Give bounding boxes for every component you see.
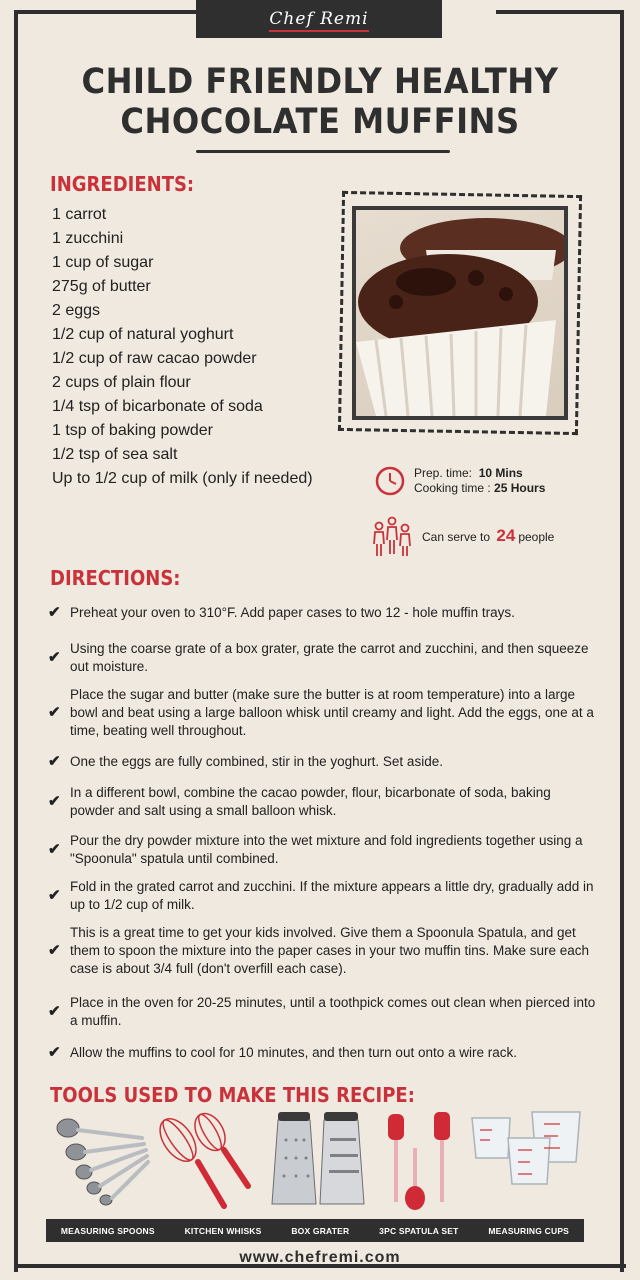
prep-value: 10 Mins <box>478 466 523 480</box>
cook-label: Cooking time : <box>414 481 491 495</box>
direction-step: ✔ One the eggs are fully combined, stir in the yoghurt. Set aside. <box>48 753 443 770</box>
tool-label: 3PC SPATULA SET <box>379 1225 459 1236</box>
tool-label: MEASURING CUPS <box>488 1225 570 1236</box>
recipe-title <box>26 62 615 142</box>
direction-step: ✔ Place the sugar and butter (make sure the butter is at room temperature) into a large bowl and beat using a large balloon whisk until creamy and light. Add the eggs, one at a time, beating well throughout. <box>48 687 594 738</box>
muffin-illustration <box>356 210 564 416</box>
ingredients-heading: INGREDIENTS: <box>50 172 195 196</box>
tools-heading: TOOLS USED TO MAKE THIS RECIPE: <box>50 1083 415 1107</box>
check-icon: ✔ <box>48 942 61 959</box>
servings-info <box>370 514 554 558</box>
ingredient-item: 1 tsp of baking powder <box>52 422 213 439</box>
check-icon: ✔ <box>48 793 61 810</box>
ingredient-item: 1/2 tsp of sea salt <box>52 446 178 463</box>
measuring-cups-image <box>470 1110 578 1210</box>
frame-right <box>620 10 624 1272</box>
ingredient-item: 1/2 cup of natural yoghurt <box>52 326 234 343</box>
check-icon: ✔ <box>48 841 61 858</box>
ingredient-item: Up to 1/2 cup of milk (only if needed) <box>52 470 313 487</box>
ingredient-item: 1 zucchini <box>52 230 124 247</box>
people-icon <box>370 514 414 558</box>
check-icon: ✔ <box>48 604 61 621</box>
serve-suffix: people <box>518 529 555 544</box>
ingredient-item: 1/4 tsp of bicarbonate of soda <box>52 398 263 415</box>
direction-step: ✔ In a different bowl, combine the cacao powder, flour, bicarbonate of soda, baking powder and salt using a small balloon whisk. <box>48 785 551 818</box>
frame-top-right <box>496 10 624 14</box>
footer-url[interactable]: www.chefremi.com <box>239 1249 401 1266</box>
measuring-spoons-image <box>50 1110 158 1210</box>
title-underline <box>196 150 450 153</box>
direction-step: ✔ Using the coarse grate of a box grater, grate the carrot and zucchini, and then squeeze out moisture. <box>48 641 589 674</box>
clock-icon <box>374 465 406 497</box>
prep-label: Prep. time: <box>414 466 473 480</box>
ingredient-item: 1 cup of sugar <box>52 254 154 271</box>
kitchen-whisks-image <box>158 1110 266 1210</box>
time-info <box>374 465 545 497</box>
ingredient-item: 275g of butter <box>52 278 151 295</box>
direction-step: ✔ Pour the dry powder mixture into the wet mixture and fold ingredients together using a "Spoonula" spatula until combined. <box>48 833 583 866</box>
ingredient-item: 1 carrot <box>52 206 107 223</box>
tool-label: KITCHEN WHISKS <box>184 1225 262 1236</box>
direction-step: ✔ Fold in the grated carrot and zucchini. If the mixture appears a little dry, gradually add in up to 1/2 cup of milk. <box>48 879 594 912</box>
directions-heading: DIRECTIONS: <box>50 566 181 590</box>
muffin-photo <box>352 206 568 420</box>
check-icon: ✔ <box>48 704 61 721</box>
check-icon: ✔ <box>48 649 61 666</box>
title-line-1: CHILD FRIENDLY HEALTHY <box>81 62 559 102</box>
check-icon: ✔ <box>48 887 61 904</box>
check-icon: ✔ <box>48 1044 61 1061</box>
tool-label: BOX GRATER <box>291 1225 350 1236</box>
ingredient-item: 2 eggs <box>52 302 101 319</box>
ingredients-list <box>52 203 352 491</box>
check-icon: ✔ <box>48 753 61 770</box>
check-icon: ✔ <box>48 1003 61 1020</box>
serve-count: 24 <box>496 525 516 545</box>
brand-logo: Chef Remi <box>196 0 442 38</box>
serve-prefix: Can serve to <box>422 529 491 544</box>
title-line-2: CHOCOLATE MUFFINS <box>120 102 520 142</box>
ingredient-item: 1/2 cup of raw cacao powder <box>52 350 257 367</box>
tools-images <box>50 1110 590 1210</box>
tools-label-bar <box>46 1219 584 1242</box>
tool-label: MEASURING SPOONS <box>60 1225 155 1236</box>
direction-step: ✔ Allow the muffins to cool for 10 minutes, and then turn out onto a wire rack. <box>48 1044 517 1061</box>
ingredient-item: 2 cups of plain flour <box>52 374 191 391</box>
box-grater-image <box>266 1110 374 1210</box>
direction-step: ✔ This is a great time to get your kids involved. Give them a Spoonula Spatula, and get them to spoon the mixture into the paper cases in your two muffin tins. Make sure each case is about 3/4 full (don't overfill each case). <box>48 925 590 976</box>
cook-value: 25 Hours <box>494 481 546 495</box>
direction-step: ✔ Place in the oven for 20-25 minutes, until a toothpick comes out clean when pierced into a muffin. <box>48 995 596 1028</box>
frame-top-left <box>14 10 196 14</box>
direction-step: ✔ Preheat your oven to 310°F. Add paper cases to two 12 - hole muffin trays. <box>48 604 515 621</box>
frame-left <box>14 10 18 1272</box>
